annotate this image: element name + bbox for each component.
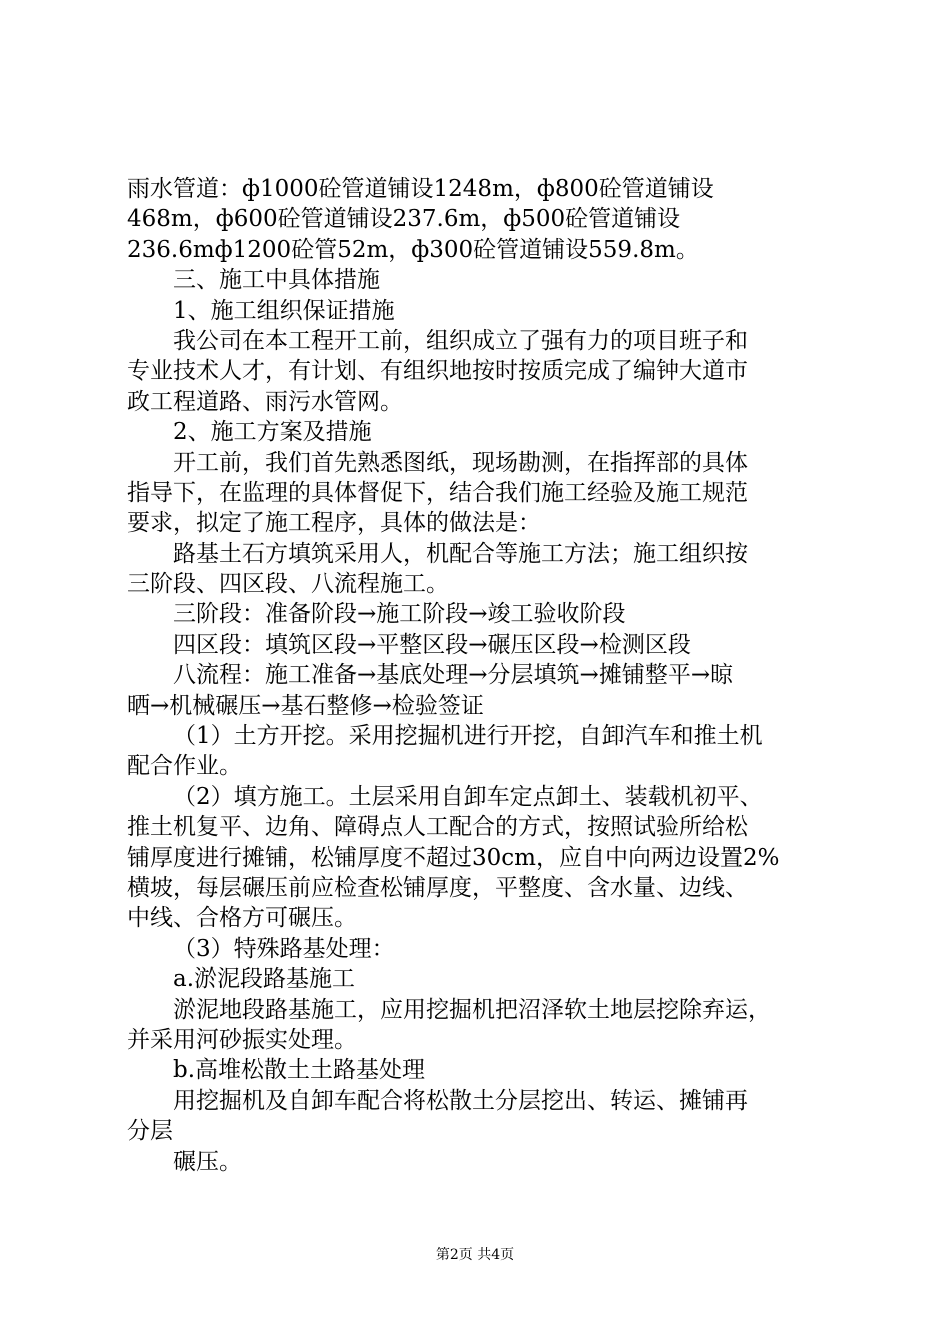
paragraph-line: 中线、合格方可碾压。 xyxy=(127,905,357,932)
paragraph-line: 横坡，每层碾压前应检查松铺厚度，平整度、含水量、边线、 xyxy=(127,874,748,901)
subsection-heading: 2、施工方案及措施 xyxy=(173,419,372,446)
page-number-footer: 第2页 共4页 xyxy=(435,1247,515,1263)
paragraph-line: 分层 xyxy=(127,1118,173,1145)
document-body xyxy=(127,174,837,1177)
subsection-heading: （3）特殊路基处理： xyxy=(173,935,395,962)
paragraph-line: 三阶段、四区段、八流程施工。 xyxy=(127,571,449,598)
paragraph-line: 路基土石方填筑采用人，机配合等施工方法；施工组织按 xyxy=(173,540,748,567)
paragraph-line: 236.6mф1200砼管52m，ф300砼管道铺设559.8m。 xyxy=(127,236,699,263)
paragraph-line: 专业技术人才，有计划、有组织地按时按质完成了编钟大道市 xyxy=(127,358,748,385)
paragraph-line: 468m，ф600砼管道铺设237.6m，ф500砼管道铺设 xyxy=(127,206,681,233)
subsection-heading: a.淤泥段路基施工 xyxy=(173,966,356,993)
paragraph-line: 晒→机械碾压→基石整修→检验签证 xyxy=(127,692,484,719)
paragraph-line: （1）土方开挖。采用挖掘机进行开挖，自卸汽车和推土机 xyxy=(173,723,763,750)
paragraph-line: 指导下，在监理的具体督促下，结合我们施工经验及施工规范 xyxy=(127,479,748,506)
paragraph-line: 碾压。 xyxy=(173,1148,242,1175)
paragraph-line: 八流程：施工准备→基底处理→分层填筑→摊铺整平→晾 xyxy=(173,662,734,689)
paragraph-line: 铺厚度进行摊铺，松铺厚度不超过30cm，应自中向两边设置2% xyxy=(127,844,780,871)
paragraph-line: 推土机复平、边角、障碍点人工配合的方式，按照试验所给松 xyxy=(127,814,748,841)
paragraph-line: （2）填方施工。土层采用自卸车定点卸土、装载机初平、 xyxy=(173,783,763,810)
paragraph-line xyxy=(127,174,837,204)
paragraph-line: 要求，拟定了施工程序，具体的做法是： xyxy=(127,510,541,537)
paragraph-line: 政工程道路、雨污水管网。 xyxy=(127,388,403,415)
paragraph-line: 三阶段：准备阶段→施工阶段→竣工验收阶段 xyxy=(173,601,626,628)
paragraph-line: 四区段：填筑区段→平整区段→碾压区段→检测区段 xyxy=(173,631,691,658)
paragraph-line: 用挖掘机及自卸车配合将松散土分层挖出、转运、摊铺再 xyxy=(173,1087,748,1114)
paragraph-line: 淤泥地段路基施工，应用挖掘机把沼泽软土地层挖除弃运， xyxy=(173,996,771,1023)
line-text: 雨水管道：ф1000砼管道铺设1248m，ф800砼管道铺设 xyxy=(127,176,714,202)
section-heading: 三、施工中具体措施 xyxy=(173,267,380,294)
paragraph-line: 配合作业。 xyxy=(127,753,242,780)
paragraph-line: 我公司在本工程开工前，组织成立了强有力的项目班子和 xyxy=(173,327,748,354)
paragraph-line: 并采用河砂振实处理。 xyxy=(127,1026,357,1053)
subsection-heading: b.高堆松散土土路基处理 xyxy=(173,1057,426,1084)
subsection-heading: 1、施工组织保证措施 xyxy=(173,297,395,324)
paragraph-line: 开工前，我们首先熟悉图纸，现场勘测，在指挥部的具体 xyxy=(173,449,748,476)
